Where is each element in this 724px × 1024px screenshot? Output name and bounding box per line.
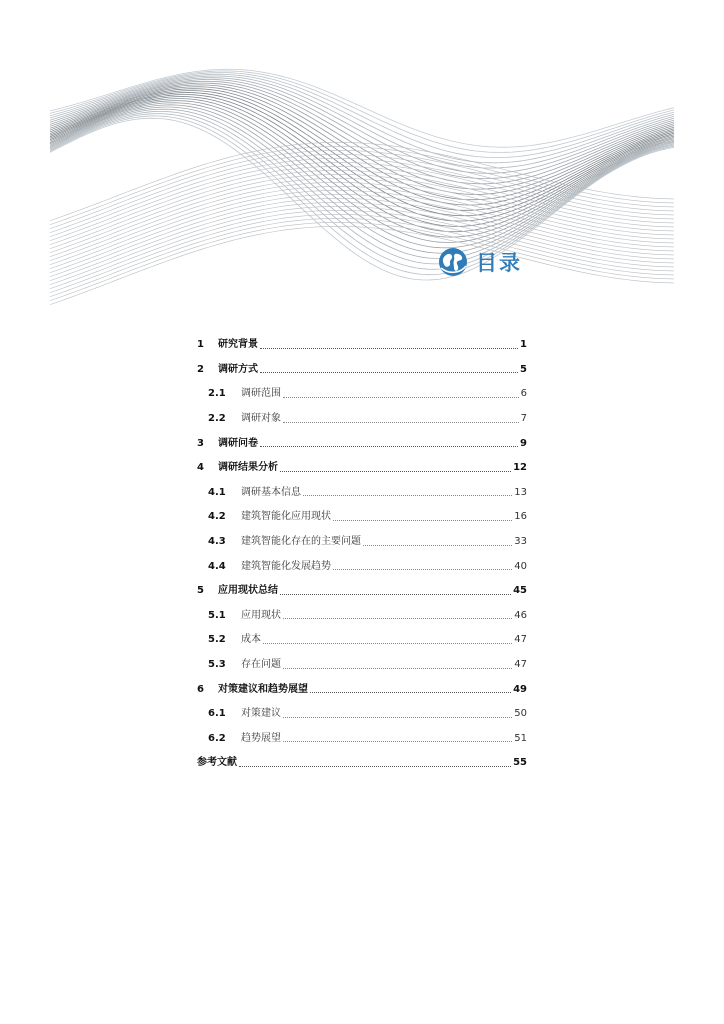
toc-entry-number: 6 [197, 683, 204, 695]
toc-entry-number: 4.4 [208, 560, 226, 572]
toc-entry-number: 5.3 [208, 659, 226, 671]
toc-dot-leader [283, 717, 512, 718]
toc-entry-number: 4.1 [208, 486, 226, 498]
toc-entry-title: 研究背景 [218, 339, 258, 351]
toc-entry-title: 对策建议和趋势展望 [218, 683, 308, 695]
toc-entry[interactable] [197, 604, 527, 629]
globe-icon [438, 247, 468, 277]
toc-entry-title: 成本 [241, 634, 261, 646]
toc-entry-title: 应用现状总结 [218, 585, 278, 597]
toc-dot-leader [283, 422, 519, 423]
toc-entry-page: 49 [513, 683, 527, 695]
toc-dot-leader [280, 471, 511, 472]
toc-dot-leader [283, 741, 512, 742]
toc-title: 目录 [476, 251, 522, 275]
toc-entry-number: 3 [197, 437, 204, 449]
toc-entry[interactable] [197, 358, 527, 383]
toc-entry[interactable] [197, 702, 527, 727]
wave-banner [0, 0, 724, 320]
toc-entry[interactable] [197, 653, 527, 678]
toc-entry-page: 40 [514, 560, 527, 572]
toc-entry-page: 1 [520, 339, 527, 351]
toc-dot-leader [333, 520, 512, 521]
toc-entry-title: 存在问题 [241, 659, 281, 671]
toc-entry[interactable] [197, 505, 527, 530]
toc-entry-number: 5.2 [208, 634, 226, 646]
toc-entry-page: 45 [513, 585, 527, 597]
toc-entry[interactable] [197, 727, 527, 752]
wave-line [50, 69, 674, 147]
toc-dot-leader [310, 692, 511, 693]
toc-entry[interactable] [197, 481, 527, 506]
toc-entry-page: 5 [520, 363, 527, 375]
toc-entry-title: 建筑智能化应用现状 [241, 511, 331, 523]
toc-entry-page: 47 [514, 659, 527, 671]
toc-entry-page: 51 [514, 732, 527, 744]
toc-entry-title: 建筑智能化存在的主要问题 [241, 536, 361, 548]
wave-line [50, 95, 674, 221]
toc-entry-number: 5 [197, 585, 204, 597]
toc-dot-leader [333, 569, 512, 570]
toc-entry-page: 50 [514, 708, 527, 720]
toc-dot-leader [260, 348, 518, 349]
toc-dot-leader [363, 545, 512, 546]
toc-entry-page: 33 [514, 536, 527, 548]
toc-entry-number: 2 [197, 363, 204, 375]
toc-entry-number: 4 [197, 462, 204, 474]
toc-entry[interactable] [197, 751, 527, 776]
toc-entry-number: 4.3 [208, 536, 226, 548]
toc-entry[interactable] [197, 554, 527, 579]
toc-entry-number: 1 [197, 339, 204, 351]
toc-heading [438, 247, 522, 277]
toc-entry[interactable] [197, 382, 527, 407]
toc-entry-title: 调研问卷 [218, 437, 258, 449]
toc-entry-title: 建筑智能化发展趋势 [241, 560, 331, 572]
toc-entry-page: 9 [520, 437, 527, 449]
toc-entry[interactable] [197, 530, 527, 555]
toc-dot-leader [260, 372, 518, 373]
toc-dot-leader [283, 668, 512, 669]
toc-entry-title: 参考文献 [197, 757, 237, 769]
toc-dot-leader [280, 594, 511, 595]
toc-entry-title: 调研范围 [241, 388, 281, 400]
toc-entry[interactable] [197, 431, 527, 456]
toc-dot-leader [283, 397, 519, 398]
toc-dot-leader [303, 495, 512, 496]
toc-entry-number: 4.2 [208, 511, 226, 523]
toc-entry[interactable] [197, 677, 527, 702]
toc-dot-leader [263, 643, 512, 644]
toc-dot-leader [239, 766, 511, 767]
table-of-contents [197, 333, 527, 776]
toc-entry-page: 16 [514, 511, 527, 523]
toc-entry-number: 6.2 [208, 732, 226, 744]
toc-entry[interactable] [197, 456, 527, 481]
toc-entry[interactable] [197, 407, 527, 432]
toc-entry-title: 趋势展望 [241, 732, 281, 744]
toc-entry-page: 6 [520, 388, 527, 400]
toc-entry-page: 12 [513, 462, 527, 474]
toc-entry-title: 调研基本信息 [241, 486, 301, 498]
toc-entry-page: 47 [514, 634, 527, 646]
toc-entry-page: 13 [514, 486, 527, 498]
toc-entry-title: 调研对象 [241, 413, 281, 425]
wave-line [50, 73, 674, 158]
toc-entry[interactable] [197, 333, 527, 358]
toc-entry-page: 55 [513, 757, 527, 769]
toc-entry[interactable] [197, 579, 527, 604]
toc-entry-number: 5.1 [208, 609, 226, 621]
toc-entry-number: 2.2 [208, 413, 226, 425]
toc-entry-page: 46 [514, 609, 527, 621]
toc-entry-title: 对策建议 [241, 708, 281, 720]
toc-dot-leader [260, 446, 518, 447]
toc-entry-title: 调研方式 [218, 363, 258, 375]
toc-entry-page: 7 [520, 413, 527, 425]
toc-entry-number: 6.1 [208, 708, 226, 720]
toc-entry-title: 应用现状 [241, 609, 281, 621]
toc-dot-leader [283, 618, 512, 619]
toc-entry[interactable] [197, 628, 527, 653]
toc-entry-number: 2.1 [208, 388, 226, 400]
toc-entry-title: 调研结果分析 [218, 462, 278, 474]
